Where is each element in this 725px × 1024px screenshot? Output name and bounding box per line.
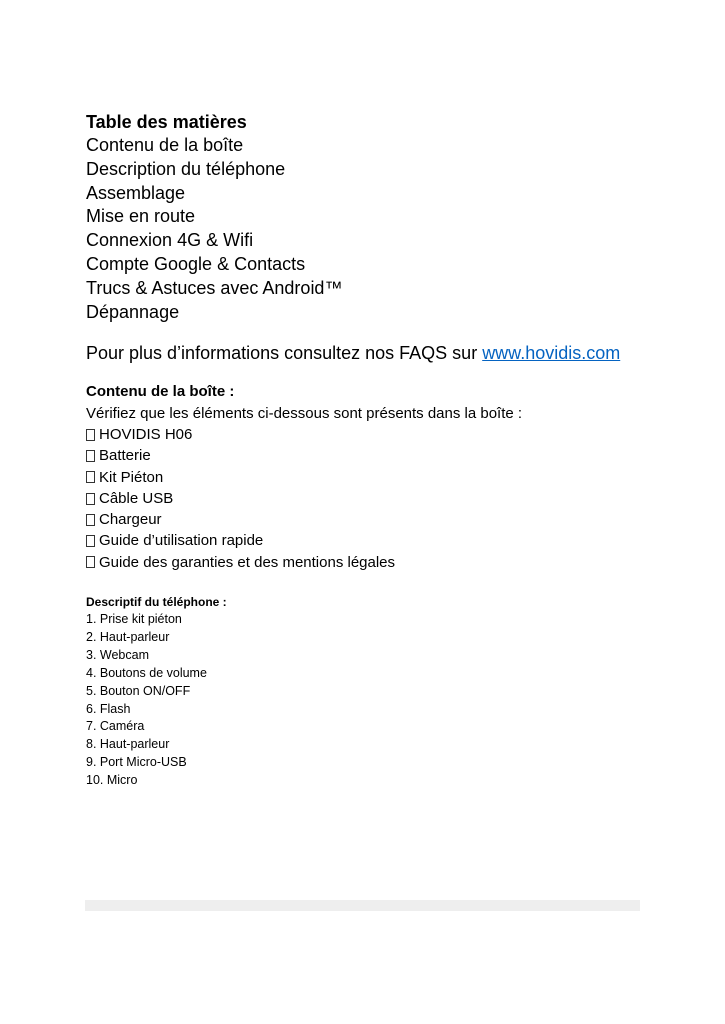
toc-item-compte-google: Compte Google & Contacts (86, 253, 306, 274)
toc-item-assemblage: Assemblage (86, 182, 186, 203)
box-item (86, 445, 522, 466)
description-item: 7. Caméra (86, 719, 145, 734)
description-item: 2. Haut-parleur (86, 629, 170, 644)
more-info-line (86, 341, 620, 365)
box-contents-section (86, 382, 522, 573)
box-item (86, 530, 522, 551)
missing-glyph-box-icon (86, 471, 95, 483)
toc-list (86, 134, 342, 324)
toc-title: Table des matières (86, 112, 247, 132)
missing-glyph-box-icon (86, 493, 95, 505)
description-item: 8. Haut-parleur (86, 737, 170, 752)
toc-item-description: Description du téléphone (86, 158, 286, 179)
box-contents-title: Contenu de la boîte : (86, 383, 235, 400)
phone-description-title: Descriptif du téléphone : (86, 595, 227, 609)
toc-item-mise-en-route: Mise en route (86, 206, 196, 227)
phone-description-list (86, 611, 227, 790)
box-contents-list (86, 424, 522, 573)
box-item-label: Kit Piéton (99, 468, 164, 486)
more-info-text: Pour plus d’informations consultez nos FAQS sur (86, 343, 483, 363)
toc-item-connexion: Connexion 4G & Wifi (86, 230, 254, 251)
box-item (86, 552, 522, 573)
missing-glyph-box-icon (86, 514, 95, 526)
box-item-label: HOVIDIS H06 (99, 426, 193, 443)
description-item: 5. Bouton ON/OFF (86, 683, 191, 698)
box-item (86, 509, 522, 530)
toc-item-depannage: Dépannage (86, 301, 180, 322)
box-item-label: Câble USB (99, 489, 174, 507)
box-item (86, 424, 522, 445)
footer-divider-bar (85, 900, 640, 911)
box-item (86, 467, 522, 488)
box-item-label: Guide d’utilisation rapide (99, 532, 264, 550)
box-item (86, 488, 522, 509)
missing-glyph-box-icon (86, 535, 95, 547)
toc-item-trucs-astuces: Trucs & Astuces avec Android™ (86, 277, 343, 298)
missing-glyph-box-icon (86, 556, 95, 568)
description-item: 4. Boutons de volume (86, 665, 207, 680)
box-contents-intro: Vérifiez que les éléments ci-dessous sont présents dans la boîte : (86, 405, 523, 422)
phone-description-section (86, 593, 227, 790)
box-item-label: Chargeur (99, 511, 162, 529)
description-item: 1. Prise kit piéton (86, 612, 182, 626)
box-item-label: Guide des garanties et des mentions légales (99, 553, 396, 571)
table-of-contents (86, 110, 342, 324)
missing-glyph-box-icon (86, 450, 95, 462)
box-item-label: Batterie (99, 447, 151, 465)
description-item: 9. Port Micro-USB (86, 755, 187, 770)
toc-item-contenu: Contenu de la boîte (86, 135, 244, 155)
description-item: 10. Micro (86, 773, 138, 788)
description-item: 3. Webcam (86, 647, 149, 662)
missing-glyph-box-icon (86, 429, 95, 441)
description-item: 6. Flash (86, 701, 131, 716)
faq-link[interactable]: www.hovidis.com (482, 343, 621, 363)
